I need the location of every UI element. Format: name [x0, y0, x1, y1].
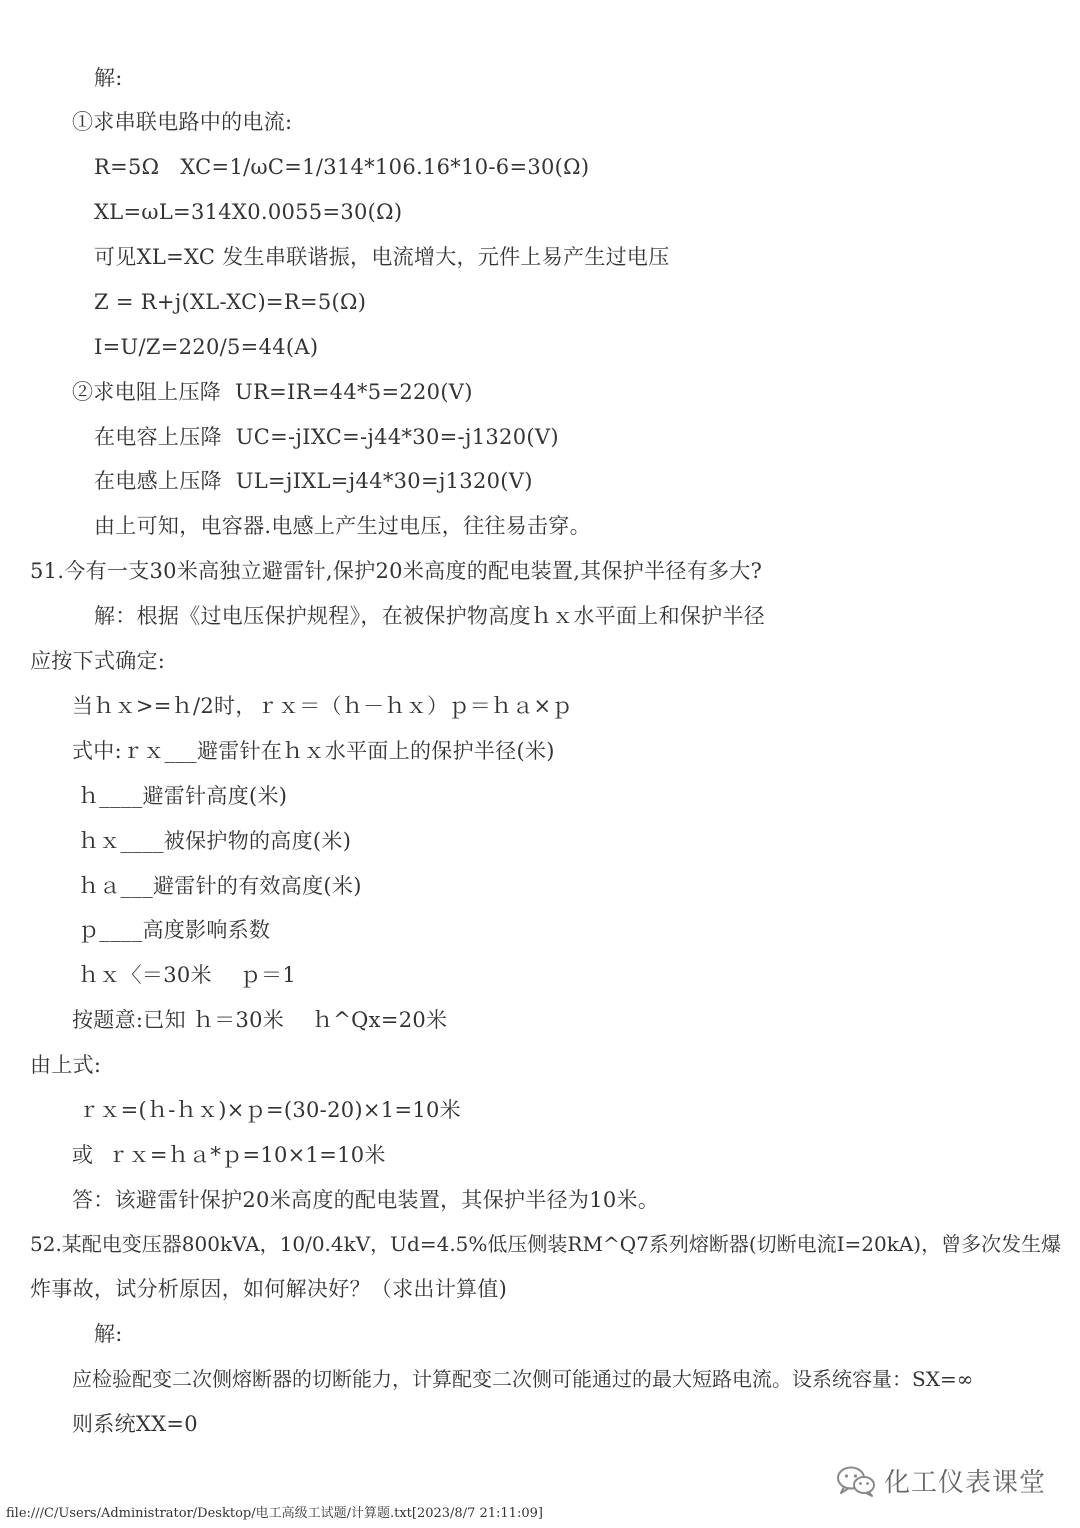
- text-line: 则系统XX=0: [72, 1412, 198, 1436]
- text-line: 在电感上压降 UL=jIXL=j44*30=j1320(V): [94, 469, 533, 493]
- text-line: 解:: [94, 1322, 123, 1346]
- text-line: ②求电阻上压降 UR=IR=44*5=220(V): [72, 380, 473, 404]
- text-line: 可见XL=XC 发生串联谐振，电流增大，元件上易产生过电压: [94, 245, 670, 269]
- text-line: 答：该避雷针保护20米高度的配电装置，其保护半径为10米。: [72, 1188, 660, 1212]
- text-line: ｈｘ〈＝30米 ｐ＝1: [78, 963, 296, 987]
- text-line: 炸事故，试分析原因，如何解决好？（求出计算值): [30, 1277, 508, 1301]
- text-line: I=U/Z=220/5=44(A): [94, 335, 319, 359]
- text-line: 当ｈｘ>=ｈ/2时，ｒｘ＝（ｈ－ｈｘ）ｐ＝ｈａ×ｐ: [72, 694, 573, 718]
- text-line: 或 ｒｘ=ｈａ*ｐ=10×1=10米: [72, 1143, 386, 1167]
- wechat-icon: [836, 1465, 876, 1497]
- text-line: 由上可知，电容器.电感上产生过电压，往往易击穿。: [94, 514, 591, 538]
- text-line: ｈｘ____被保护物的高度(米): [78, 829, 352, 853]
- text-line: R=5Ω XC=1/ωC=1/314*106.16*10-6=30(Ω): [94, 155, 590, 179]
- text-line: 解：根据《过电压保护规程》，在被保护物高度ｈｘ水平面上和保护半径: [94, 604, 766, 628]
- watermark: [836, 1462, 1046, 1499]
- text-line: 应检验配变二次侧熔断器的切断能力，计算配变二次侧可能通过的最大短路电流。设系统容量：SX=∞: [72, 1367, 974, 1391]
- text-line: 按题意:已知 ｈ＝30米 ｈ^Qx=20米: [72, 1008, 448, 1032]
- text-line: 由上式:: [30, 1053, 102, 1077]
- watermark-text: 化工仪表课堂: [883, 1468, 1046, 1498]
- text-line: XL=ωL=314X0.0055=30(Ω): [94, 200, 403, 224]
- question-heading: 52.某配电变压器800kVA，10/0.4kV，Ud=4.5%低压侧装RM^Q7系列熔断器(切断电流I=20kA)，曾多次发生爆: [30, 1232, 1062, 1256]
- text-line: 解:: [94, 66, 123, 90]
- text-line: ｈａ___避雷针的有效高度(米): [78, 874, 362, 898]
- text-line: ｈ____避雷针高度(米): [78, 784, 288, 808]
- text-line: 应按下式确定:: [30, 649, 166, 673]
- text-line: 式中:ｒｘ___避雷针在ｈｘ水平面上的保护半径(米): [72, 739, 555, 763]
- text-line: ｐ____高度影响系数: [78, 918, 271, 942]
- text-line: ｒｘ=(ｈ-ｈｘ)×ｐ=(30-20)×1=10米: [78, 1098, 461, 1122]
- question-heading: 51.今有一支30米高独立避雷针,保护20米高度的配电装置,其保护半径有多大?: [30, 559, 763, 583]
- text-line: Z = R+j(XL-XC)=R=5(Ω): [94, 290, 367, 314]
- text-line: ①求串联电路中的电流:: [72, 110, 293, 134]
- file-path-footer: file:///C/Users/Administrator/Desktop/电工高级工试题/计算题.txt[2023/8/7 21:11:09]: [6, 1506, 543, 1521]
- text-line: 在电容上压降 UC=-jIXC=-j44*30=-j1320(V): [94, 425, 559, 449]
